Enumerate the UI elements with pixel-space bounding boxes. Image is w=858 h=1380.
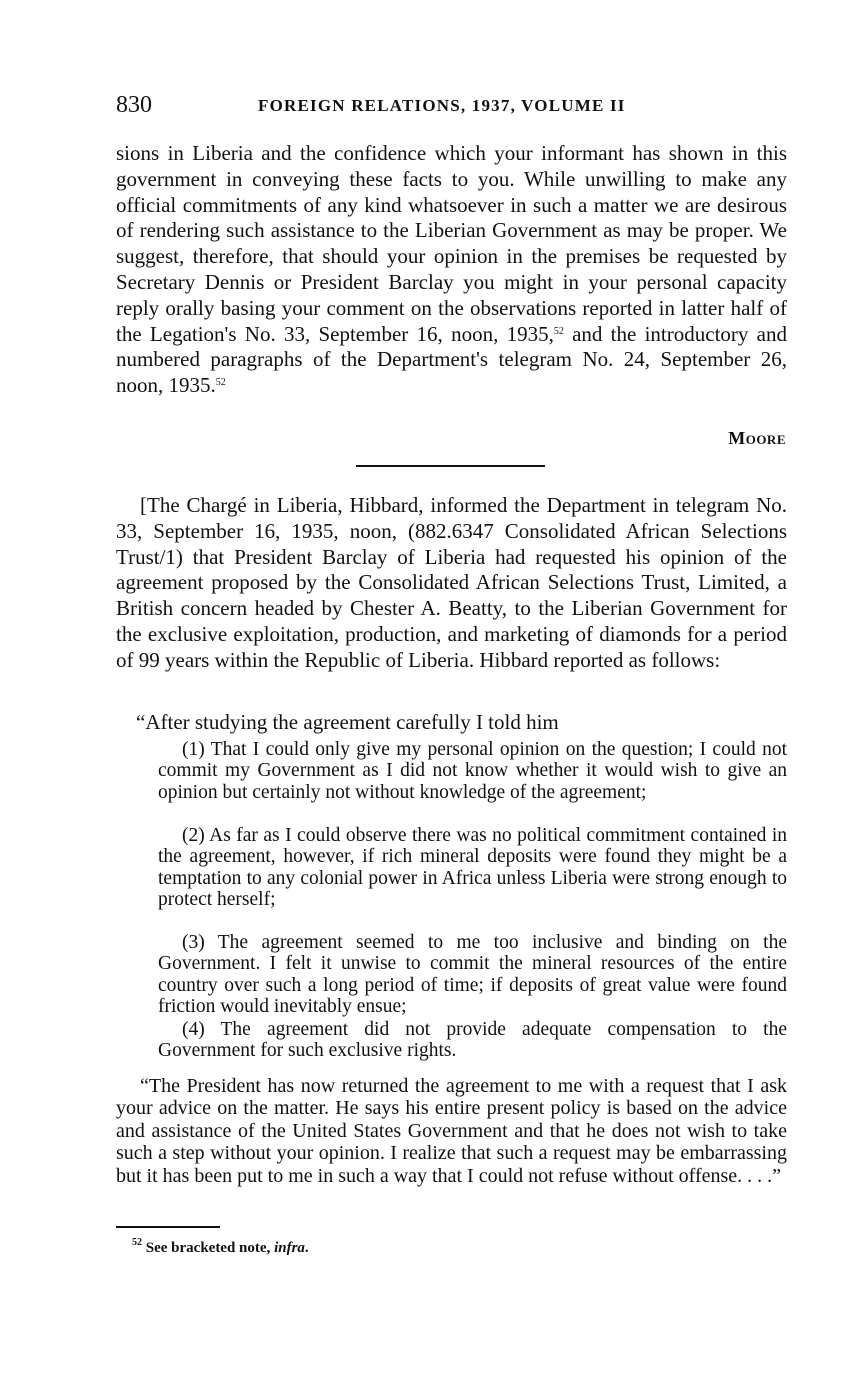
quote-closing: “The President has now returned the agreement to me with a request that I ask your advice on the matter. He says his entire present policy is based on the advice and assistance of the United States Government and that he does not wish to take such a step without your opinion. I realize that such a request may be embarrassing but it has been put to me in such a way that I could not refuse without offense. . . .” [116, 1075, 787, 1187]
page-header [116, 92, 786, 122]
footnote-marker: 52 [132, 1237, 142, 1248]
footnote-ref[interactable]: 52 [553, 325, 564, 337]
signature: Moore [728, 428, 786, 448]
editor-note: [The Chargé in Liberia, Hibbard, informed the Department in telegram No. 33, September 16, 1935, noon, (882.6347 Consolidated African Selections Trust/1) that President Barclay of Liberia had requested his opinion of the agreement proposed by the Consolidated African Selections Trust, Limited, a British concern headed by Chester A. Beatty, to the Liberian Government for the exclusive exploitation, production, and marketing of diamonds for a period of 99 years within the Republic of Liberia. Hibbard reported as follows: [116, 493, 787, 672]
telegram-text: sions in Liberia and the confidence which your informant has shown in this government in conveying these facts to you. While unwilling to make any official commitments of any kind whatsoever in such a matter we are desirous of rendering such assistance to the Liberian Government as may be proper. We suggest, therefore, that should your opinion in the premises be requested by Secretary Dennis or President Barclay you might in your personal capacity reply orally basing your comment on the observations reported in latter half of the Legation's No. 33, September 16, noon, 1935, [116, 141, 787, 346]
footnote-italic: infra [274, 1240, 305, 1256]
running-title: FOREIGN RELATIONS, 1937, VOLUME II [258, 96, 626, 115]
footnote-text: See bracketed note, [142, 1240, 275, 1256]
quote-point-2: (2) As far as I could observe there was no political commitment contained in the agreement, however, if rich mineral deposits were found they might be a temptation to any colonial power in Africa unless Liberia were strong enough to protect herself; [158, 825, 787, 911]
footnote-ref[interactable]: 52 [215, 377, 226, 389]
quote-point-3: (3) The agreement seemed to me too inclusive and binding on the Government. I felt it unwise to commit the mineral resources of the entire country over such a long period of time; if deposits of great value were found friction would inevitably ensue; [158, 932, 787, 1018]
quote-point-1: (1) That I could only give my personal opinion on the question; I could not commit my Government as I did not know whether it would wish to give an opinion but certainly not without knowledge of the agreement; [158, 739, 787, 803]
footnote-end: . [304, 1240, 309, 1256]
telegram-body [116, 141, 787, 399]
footnote-divider [116, 1226, 220, 1228]
quote-point-4: (4) The agreement did not provide adequate compensation to the Government for such exclusive rights. [158, 1019, 787, 1062]
page-number: 830 [116, 92, 152, 118]
footnote [132, 1237, 309, 1257]
telegram-text-b: and the introductory and numbered paragraphs of the Department's telegram No. 24, September 26, noon, 1935. [116, 321, 787, 398]
quote-opening: “After studying the agreement carefully I told him [136, 710, 559, 734]
section-divider [356, 465, 545, 467]
